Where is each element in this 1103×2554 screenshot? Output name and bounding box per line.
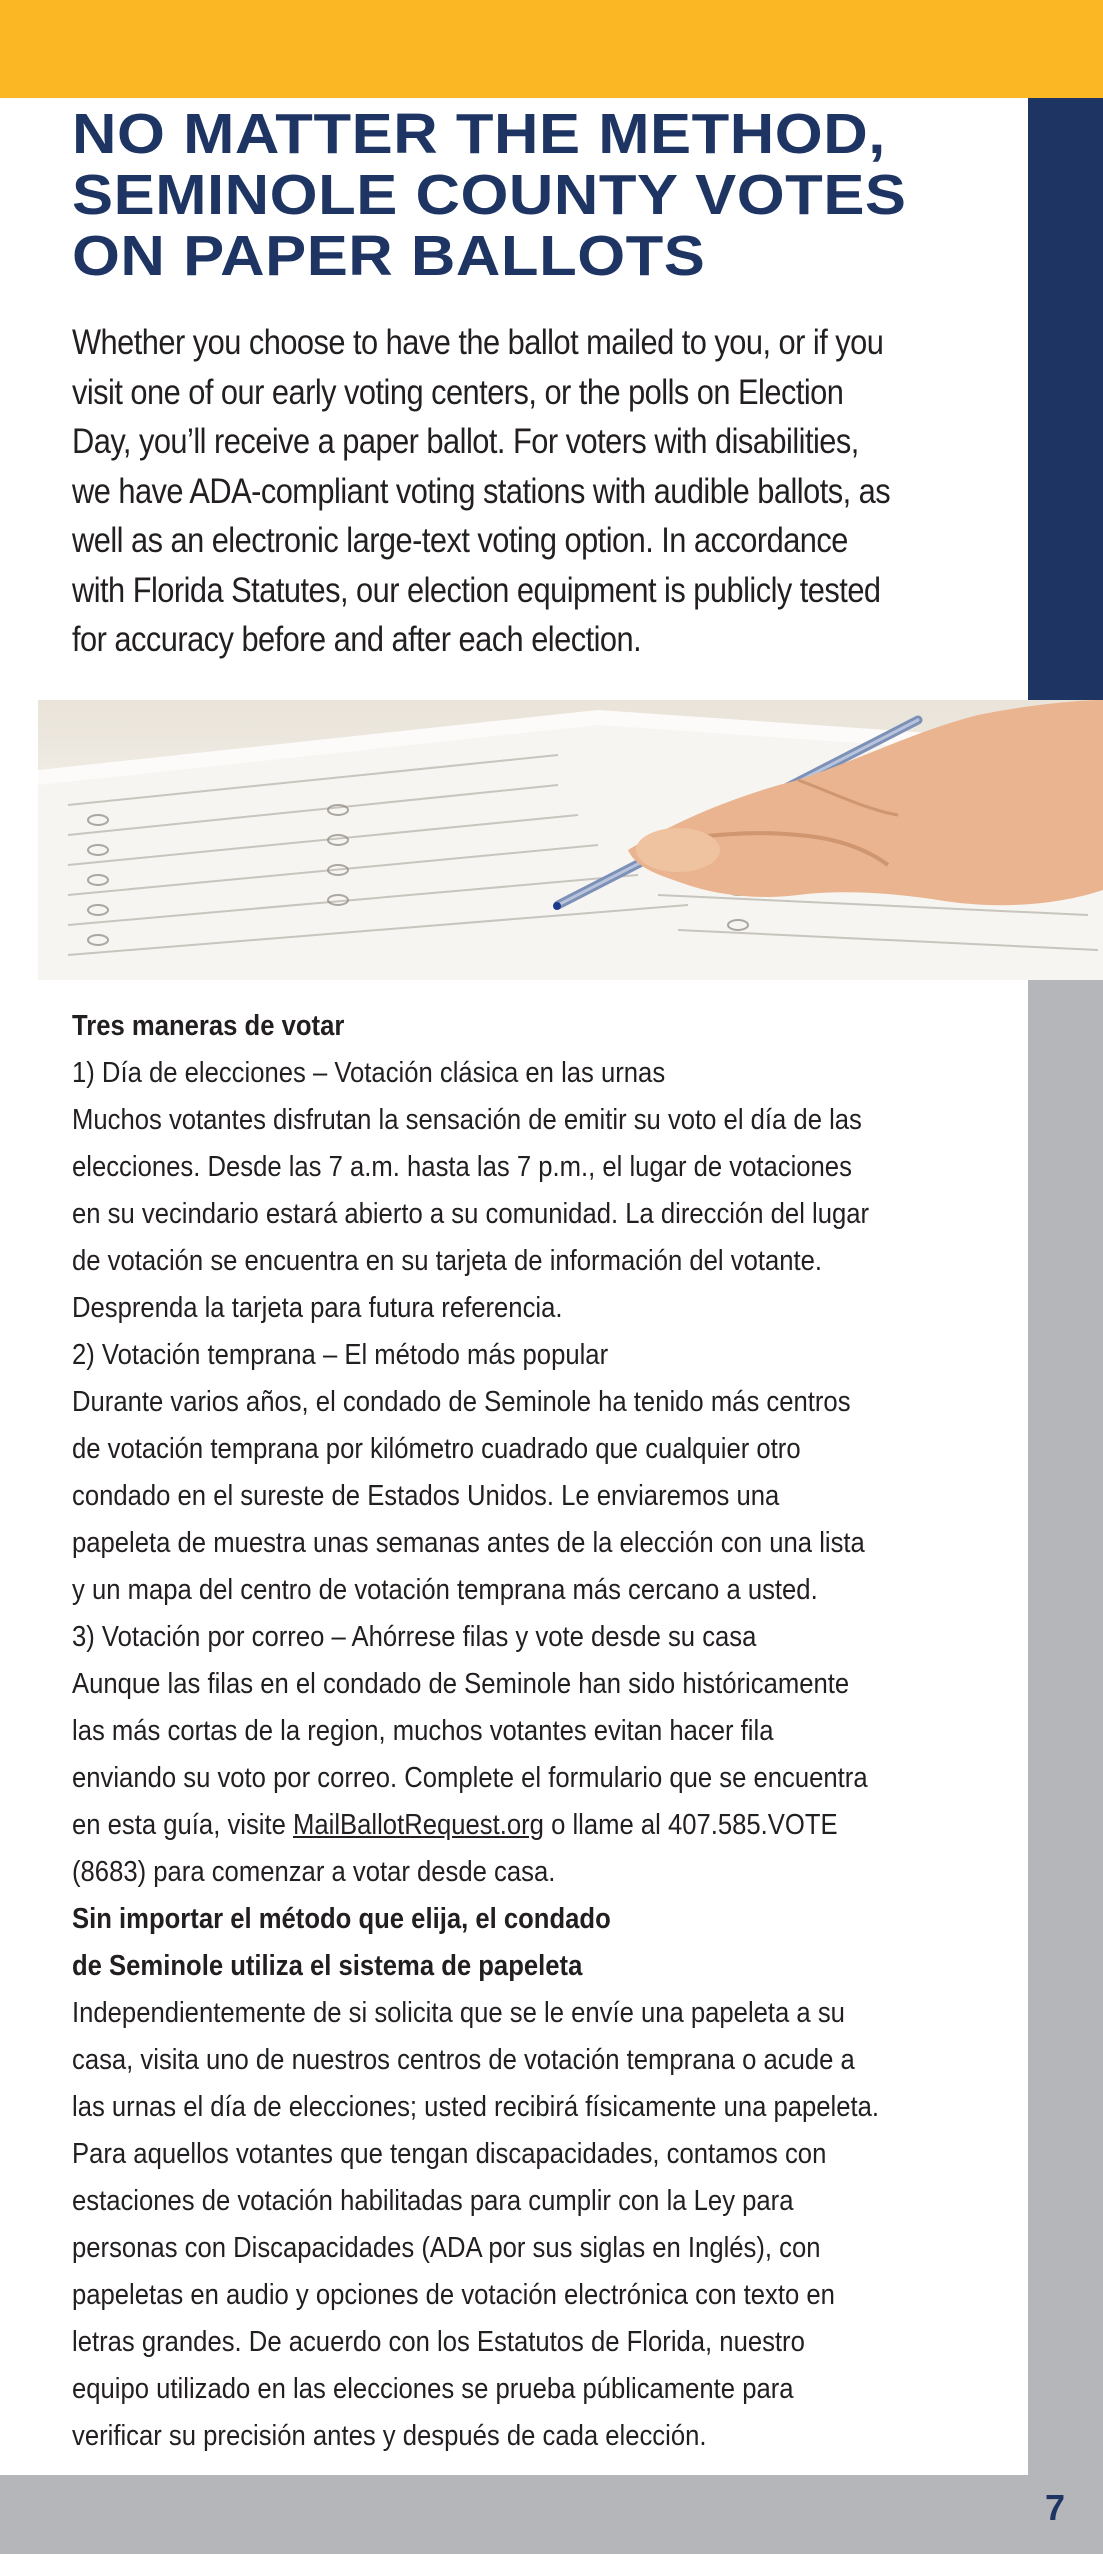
body-line: letras grandes. De acuerdo con los Estatutos de Florida, nuestro — [72, 2326, 805, 2358]
body-line: de votación temprana por kilómetro cuadrado que cualquier otro — [72, 1433, 801, 1465]
body-line: condado en el sureste de Estados Unidos. Le enviaremos una — [72, 1480, 780, 1512]
hand-marking-ballot-image — [38, 700, 1103, 980]
headline-line: SEMINOLE COUNTY VOTES — [72, 163, 907, 227]
body-line: en su vecindario estará abierto a su comunidad. La dirección del lugar — [72, 1198, 870, 1230]
body-line: papeleta de muestra unas semanas antes de la elección con una lista — [72, 1527, 865, 1559]
body-line: elecciones. Desde las 7 a.m. hasta las 7 p.m., el lugar de votaciones — [72, 1151, 852, 1183]
body-line: de votación se encuentra en su tarjeta de información del votante. — [72, 1245, 823, 1277]
body-line: papeletas en audio y opciones de votación electrónica con texto en — [72, 2279, 835, 2311]
intro-line: well as an electronic large-text voting option. In accordance — [72, 521, 848, 560]
intro-line: visit one of our early voting centers, or the polls on Election — [72, 372, 844, 412]
body-line: 3) Votación por correo – Ahórrese filas y vote desde su casa — [72, 1621, 757, 1653]
body-line: Aunque las filas en el condado de Seminole han sido históricamente — [72, 1668, 850, 1700]
body-line: estaciones de votación habilitadas para cumplir con la Ley para — [72, 2185, 794, 2217]
body-line: Muchos votantes disfrutan la sensación de emitir su voto el día de las — [72, 1104, 862, 1136]
body-line: Desprenda la tarjeta para futura referencia. — [72, 1292, 563, 1324]
bold-subheading: Sin importar el método que elija, el condado — [72, 1903, 611, 1935]
body-line: y un mapa del centro de votación temprana más cercano a usted. — [72, 1574, 818, 1606]
body-line: verificar su precisión antes y después de cada elección. — [72, 2420, 707, 2452]
body-line: casa, visita uno de nuestros centros de votación temprana o acude a — [72, 2044, 855, 2076]
body-line: 2) Votación temprana – El método más popular — [72, 1339, 609, 1371]
intro-paragraph — [72, 318, 1032, 665]
spanish-heading: Tres maneras de votar — [72, 1010, 345, 1042]
intro-line: Whether you choose to have the ballot mailed to you, or if you — [72, 323, 884, 362]
body-line: las más cortas de la region, muchos votantes evitan hacer fila — [72, 1715, 774, 1747]
right-gray-bar — [1028, 980, 1103, 2475]
intro-line: for accuracy before and after each election. — [72, 620, 642, 659]
intro-line: Day, you’ll receive a paper ballot. For voters with disabilities, — [72, 422, 859, 461]
body-line: las urnas el día de elecciones; usted recibirá físicamente una papeleta. — [72, 2091, 880, 2123]
body-line: equipo utilizado en las elecciones se prueba públicamente para — [72, 2373, 794, 2405]
body-line: enviando su voto por correo. Complete el formulario que se encuentra — [72, 1762, 868, 1794]
body-line: personas con Discapacidades (ADA por sus siglas en Inglés), con — [72, 2232, 821, 2264]
mail-ballot-request-link[interactable]: MailBallotRequest.org — [293, 1809, 544, 1841]
body-line: Durante varios años, el condado de Seminole ha tenido más centros — [72, 1386, 851, 1418]
headline-line: NO MATTER THE METHOD, — [72, 102, 886, 166]
body-line: Para aquellos votantes que tengan discapacidades, contamos con — [72, 2138, 827, 2170]
body-line: Independientemente de si solicita que se le envíe una papeleta a su — [72, 1997, 845, 2029]
body-line: 1) Día de elecciones – Votación clásica en las urnas — [72, 1057, 666, 1089]
link-prefix: en esta guía, visite — [72, 1809, 294, 1841]
bottom-gray-band — [0, 2475, 1103, 2554]
intro-line: with Florida Statutes, our election equipment is publicly tested — [72, 570, 881, 610]
page-number: 7 — [1044, 2487, 1065, 2528]
body-line: (8683) para comenzar a votar desde casa. — [72, 1856, 556, 1888]
top-gold-band — [0, 0, 1103, 98]
ballot-photo — [38, 700, 1103, 980]
link-suffix: o llame al 407.585.VOTE — [543, 1809, 838, 1841]
headline — [72, 104, 1098, 287]
headline-line: ON PAPER BALLOTS — [72, 224, 706, 288]
intro-line: we have ADA-compliant voting stations with audible ballots, as — [72, 471, 891, 511]
spanish-section — [72, 1003, 1032, 2460]
body-line-with-link — [72, 1802, 936, 1849]
bold-subheading: de Seminole utiliza el sistema de papeleta — [72, 1950, 583, 1982]
